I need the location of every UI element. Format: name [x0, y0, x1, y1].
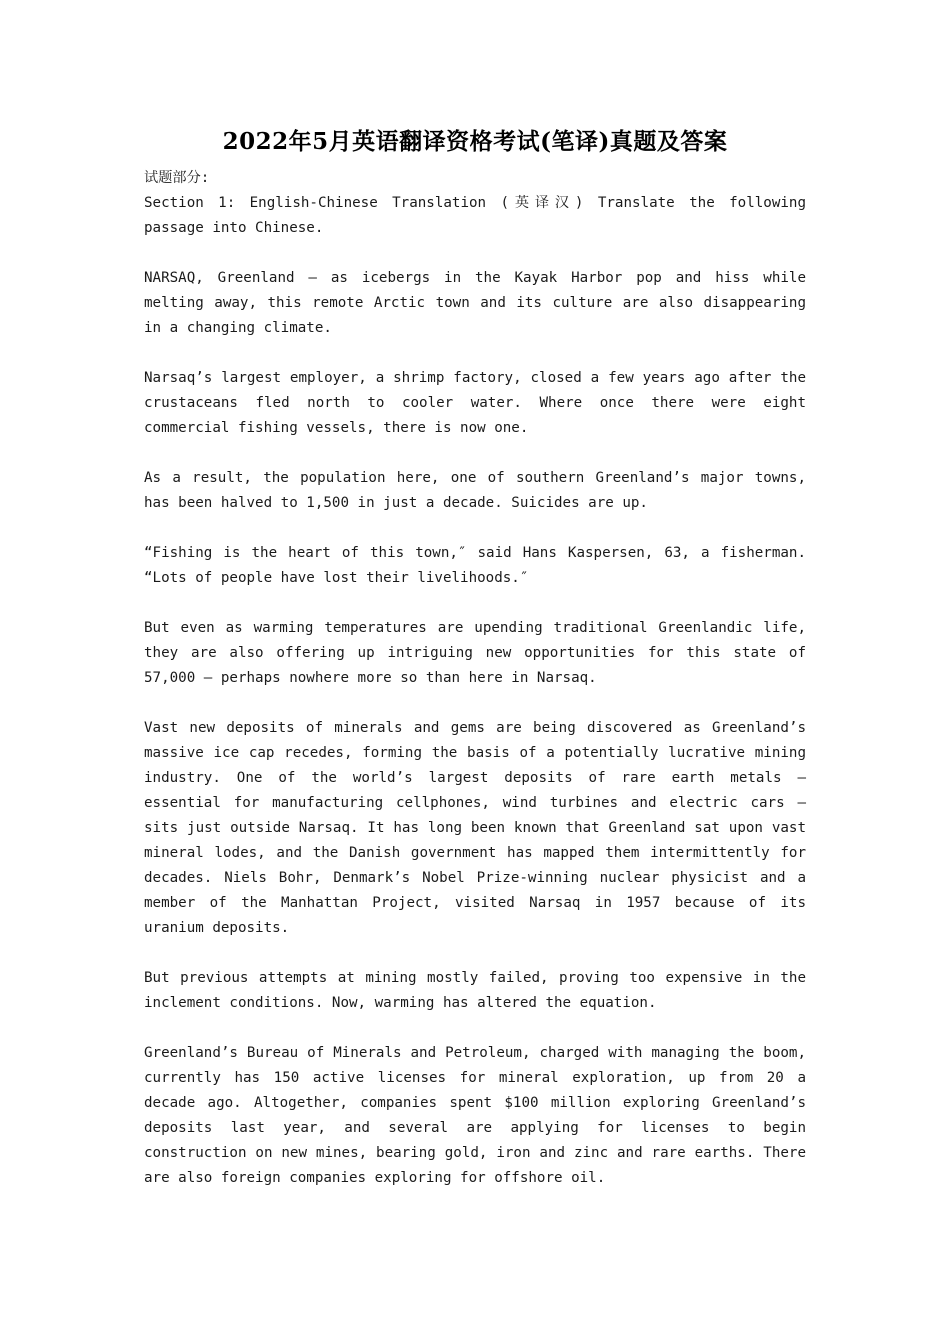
paragraph: Vast new deposits of minerals and gems are being discovered as Greenland’s massive ice cap recedes, forming the basis of a potentially lucrative mining industry. One of the world’s largest deposits of rare earth metals — essential for manufacturing cellphones, wind turbines and electric cars — sits just outside Narsaq. It has long been known that Greenland sat upon vast mineral lodes, and the Danish government has mapped them intermittently for decades. Niels Bohr, Denmark’s Nobel Prize-winning nuclear physicist and a member of the Manhattan Project, visited Narsaq in 1957 because of its uranium deposits. [144, 720, 806, 936]
paragraph: As a result, the population here, one of southern Greenland’s major towns, has been halved to 1,500 in just a decade. Suicides are up. [144, 470, 806, 511]
paragraph: Greenland’s Bureau of Minerals and Petroleum, charged with managing the boom, currently has 150 active licenses for mineral exploration, up from 20 a decade ago. Altogether, companies spent $100 million exploring Greenland’s deposits last year, and several are applying for licenses to begin construction on new mines, bearing gold, iron and zinc and rare earths. There are also foreign companies exploring for offshore oil. [144, 1045, 806, 1186]
document-title: 2022年5月英语翻译资格考试(笔译)真题及答案 [222, 128, 728, 155]
paragraph: NARSAQ, Greenland — as icebergs in the Kayak Harbor pop and hiss while melting away, this remote Arctic town and its culture are also disappearing in a changing climate. [144, 270, 806, 336]
paragraph-quote: “Fishing is the heart of this town,″ said Hans Kaspersen, 63, a fisherman. “Lots of people have lost their livelihoods.″ [144, 545, 806, 586]
paragraph-instructions: Section 1: English-Chinese Translation (英译汉) Translate the following passage into Chinese. [144, 195, 806, 236]
section-heading: 试题部分: [144, 170, 210, 186]
paragraph: Narsaq’s largest employer, a shrimp factory, closed a few years ago after the crustaceans fled north to cooler water. Where once there were eight commercial fishing vessels, there is now one. [144, 370, 806, 436]
paragraph: But previous attempts at mining mostly failed, proving too expensive in the inclement conditions. Now, warming has altered the equation. [144, 970, 806, 1011]
document-body [144, 166, 806, 1216]
paragraph: But even as warming temperatures are upending traditional Greenlandic life, they are also offering up intriguing new opportunities for this state of 57,000 — perhaps nowhere more so than here in Narsaq. [144, 620, 806, 686]
